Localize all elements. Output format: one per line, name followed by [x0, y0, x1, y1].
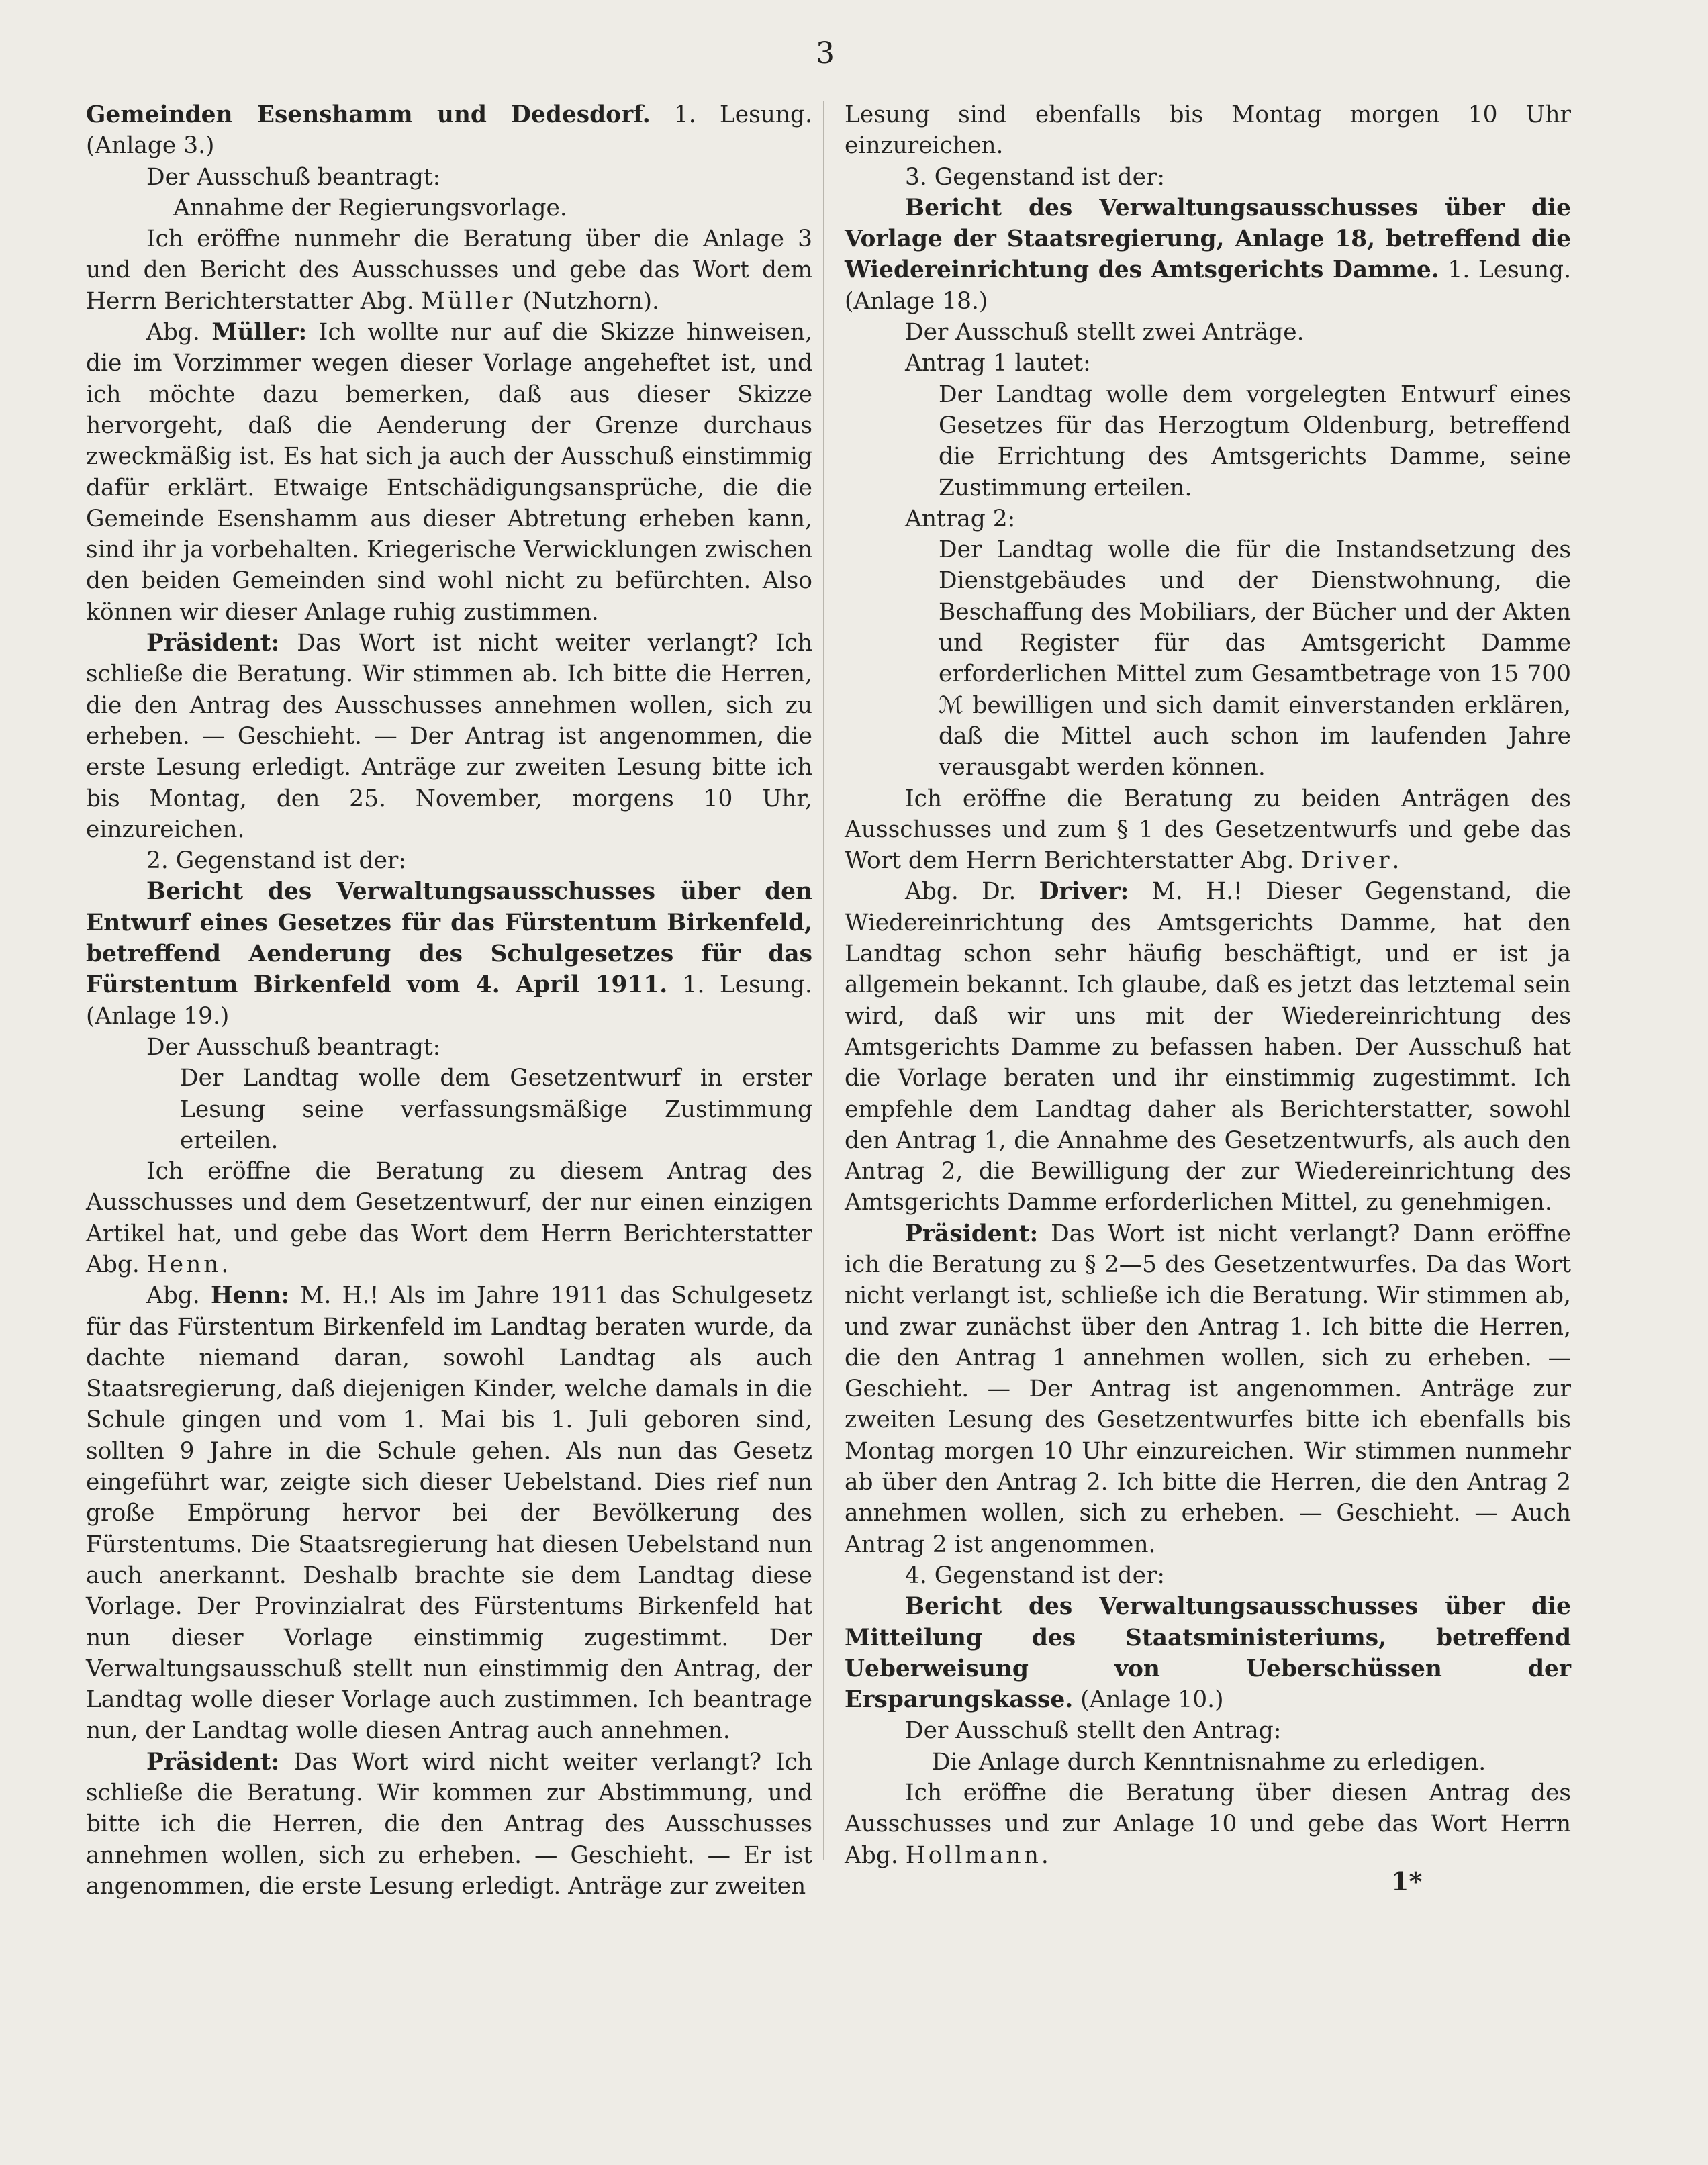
signature-mark: 1*	[1391, 1866, 1423, 1896]
text-run: Abg.	[146, 1282, 211, 1310]
speaker-label: Müller:	[211, 319, 307, 346]
text-run: Ich wollte nur auf die Skizze hinweisen, die im Vorzimmer wegen dieser Vorlage angeheftet ist, und ich möchte dazu bemerken, daß aus dieser Skizze hervorgeht, daß die Aenderung der Grenze durchaus zweckmäßig ist. Es hat sich ja auch der Ausschuß einstimmig dafür erklärt. Etwaige Entschädigungsansprüche, die die Gemeinde Esenshamm aus dieser Abtretung erheben kann, sind ihr ja vorbehalten. Kriegerische Verwicklungen zwischen den beiden Gemeinden sind wohl nicht zu befürchten. Also können wir dieser Anlage ruhig zustimmen.	[86, 319, 812, 626]
text-run: Das Wort wird nicht weiter verlangt? Ich schließe die Beratung. Wir kommen zur Abstimmung, und bitte ich die Herren, die den Antrag des Ausschusses annehmen wollen, sich zu erheben. — Geschieht. — Er ist angenommen, die erste Lesung erledigt. Anträge zur zweiten	[86, 1748, 812, 1900]
right-column	[845, 99, 1571, 1871]
reading-note: (Anlage 10.)	[1073, 1686, 1224, 1714]
reading-note: 1. Lesung. (Anlage 18.)	[845, 256, 1571, 315]
paragraph: Lesung sind ebenfalls bis Montag morgen 10 Uhr einzureichen.	[845, 101, 1571, 160]
speaker-name: Hollmann	[905, 1841, 1041, 1869]
agenda-heading: Gemeinden Esenshamm und Dedesdorf.	[86, 101, 651, 128]
paragraph	[845, 1778, 1571, 1871]
motion-text: Der Landtag wolle die für die Instandsetzung des Dienstgebäudes und der Dienstwohnung, die Beschaffung des Mobiliars, der Bücher und der Akten und Register für das Amtsgericht Damme erforderlichen Mittel zum Gesamtbetrage von 15 700 ℳ bewilligen und sich damit einverstanden erklären, daß die Mittel auch schon im laufenden Jahre verausgabt werden können.	[939, 536, 1571, 781]
speaker-name: Driver	[1301, 847, 1392, 875]
agenda-heading: Bericht des Verwaltungsausschusses über die Mitteilung des Staatsministeriums, betreffend Ueberweisung von Ueberschüssen der Ersparungskasse.	[845, 1593, 1571, 1714]
text-run: M. H.! Als im Jahre 1911 das Schulgesetz für das Fürstentum Birkenfeld im Landtag beraten wurde, da dachte niemand daran, sowohl Landtag als auch Staatsregierung, daß diejenigen Kinder, welche damals in die Schule gingen und vom 1. Mai bis 1. Juli geboren sind, sollten 9 Jahre in die Schule gehen. Als nun das Gesetz eingeführt war, zeigte sich dieser Uebelstand. Dies rief nun große Empörung hervor bei der Bevölkerung des Fürstentums. Die Staatsregierung hat diesen Uebelstand nun auch anerkannt. Deshalb brachte sie dem Landtag diese Vorlage. Der Provinzialrat des Fürstentums Birkenfeld hat nun dieser Vorlage einstimmig zugestimmt. Der Verwaltungsausschuß stellt nun einstimmig den Antrag, der Landtag wolle dieser Vorlage auch zustimmen. Ich beantrage nun, der Landtag wolle diesen Antrag auch annehmen.	[86, 1282, 812, 1745]
speech-paragraph	[86, 1747, 812, 1902]
motion-text: Die Anlage durch Kenntnisnahme zu erledigen.	[932, 1748, 1486, 1776]
paragraph	[845, 193, 1571, 317]
reading-note: 1. Lesung. (Anlage 3.)	[86, 101, 812, 160]
paragraph	[845, 783, 1571, 877]
text-run: Abg. Dr.	[905, 878, 1039, 906]
paragraph: Der Ausschuß stellt den Antrag:	[905, 1717, 1282, 1745]
speaker-label: Präsident:	[905, 1220, 1039, 1247]
text-run: Abg.	[146, 319, 212, 346]
page-number: 3	[816, 36, 835, 70]
text-run: .	[221, 1251, 229, 1278]
paragraph: Der Ausschuß beantragt:	[146, 163, 441, 191]
text-run: M. H.! Dieser Gegenstand, die Wiedereinrichtung des Amtsgerichts Damme, hat den Landtag schon sehr häufig beschäftigt, und er ist ja allgemein bekannt. Ich glaube, daß es jetzt das letztemal sein wird, daß wir uns mit der Wiedereinrichtung des Amtsgerichts Damme zu befassen haben. Der Ausschuß hat die Vorlage beraten und ihr einstimmig zugestimmt. Ich empfehle dem Landtag daher als Berichterstatter, sowohl den Antrag 1, die Annahme des Gesetzentwurfs, als auch den Antrag 2, die Bewilligung der zur Wiedereinrichtung des Amtsgerichts Damme erforderlichen Mittel, zu genehmigen.	[845, 878, 1571, 1216]
reading-note: 1. Lesung. (Anlage 19.)	[86, 971, 812, 1030]
text-run: .	[1041, 1841, 1049, 1869]
paragraph: Der Ausschuß stellt zwei Anträge.	[905, 319, 1304, 346]
speech-paragraph	[845, 1218, 1571, 1560]
motion-text: Der Landtag wolle dem vorgelegten Entwurf eines Gesetzes für das Herzogtum Oldenburg, betreffend die Errichtung des Amtsgerichts Damme, seine Zustimmung erteilen.	[939, 381, 1571, 501]
left-column	[86, 99, 812, 1902]
speaker-name: Müller	[421, 287, 516, 315]
paragraph	[845, 1591, 1571, 1715]
paragraph: 3. Gegenstand ist der:	[905, 163, 1165, 191]
speaker-name: Henn	[146, 1251, 222, 1278]
paragraph	[86, 876, 812, 1031]
paragraph: 4. Gegenstand ist der:	[905, 1561, 1165, 1589]
agenda-heading: Bericht des Verwaltungsausschusses über den Entwurf eines Gesetzes für das Fürstentum Birkenfeld, betreffend Aenderung des Schulgesetzes für das Fürstentum Birkenfeld vom 4. April 1911.	[86, 878, 812, 999]
text-run: .	[1392, 847, 1400, 875]
paragraph	[86, 1156, 812, 1280]
text-run: Ich eröffne nunmehr die Beratung über die Anlage 3 und den Bericht des Ausschusses und gebe das Wort dem Herrn Berichterstatter Abg.	[86, 226, 812, 315]
text-run: Das Wort ist nicht verlangt? Dann eröffne ich die Beratung zu § 2—5 des Gesetzentwurfes. Da das Wort nicht verlangt ist, schließe ich die Beratung. Wir stimmen ab, und zwar zunächst über den Antrag 1. Ich bitte die Herren, die den Antrag 1 annehmen wollen, sich zu erheben. — Geschieht. — Der Antrag ist angenommen. Anträge zur zweiten Lesung des Gesetzentwurfes bitte ich ebenfalls bis Montag morgen 10 Uhr einzureichen. Wir stimmen nunmehr ab über den Antrag 2. Ich bitte die Herren, die den Antrag 2 annehmen wollen, sich zu erheben. — Geschieht. — Auch Antrag 2 ist angenommen.	[845, 1220, 1571, 1558]
speaker-label: Präsident:	[146, 1748, 280, 1776]
agenda-heading: Bericht des Verwaltungsausschusses über die Vorlage der Staatsregierung, Anlage 18, betreffend die Wiedereinrichtung des Amtsgerichts Damme.	[845, 194, 1571, 284]
text-run: Ich eröffne die Beratung über diesen Antrag des Ausschusses und zur Anlage 10 und gebe das Wort Herrn Abg.	[845, 1780, 1571, 1869]
speech-paragraph	[86, 317, 812, 628]
paragraph: Antrag 2:	[905, 505, 1016, 532]
speech-paragraph	[86, 1280, 812, 1746]
motion-text: Der Landtag wolle dem Gesetzentwurf in erster Lesung seine verfassungsmäßige Zustimmung erteilen.	[180, 1065, 812, 1154]
text-run: Ich eröffne die Beratung zu beiden Anträgen des Ausschusses und zum § 1 des Gesetzentwurfs und gebe das Wort dem Herrn Berichterstatter Abg.	[845, 785, 1571, 875]
speaker-label: Henn:	[211, 1282, 290, 1310]
paragraph	[86, 99, 812, 162]
speaker-label: Driver:	[1039, 878, 1129, 906]
text-run: Das Wort ist nicht weiter verlangt? Ich schließe die Beratung. Wir stimmen ab. Ich bitte die Herren, die den Antrag des Ausschusses annehmen wollen, sich zu erheben. — Geschieht. — Der Antrag ist angenommen, die erste Lesung erledigt. Anträge zur zweiten Lesung bitte ich bis Montag, den 25. November, morgens 10 Uhr, einzureichen.	[86, 630, 812, 843]
speech-paragraph	[86, 628, 812, 845]
paragraph: Der Ausschuß beantragt:	[146, 1033, 441, 1061]
speech-paragraph	[845, 876, 1571, 1218]
motion-text: Annahme der Regierungsvorlage.	[173, 194, 567, 222]
text-run: Ich eröffne die Beratung zu diesem Antrag des Ausschusses und dem Gesetzentwurf, der nur einen einzigen Artikel hat, und gebe das Wort dem Herrn Berichterstatter Abg.	[86, 1158, 812, 1278]
column-divider	[823, 101, 824, 1860]
paragraph: Antrag 1 lautet:	[905, 350, 1091, 377]
text-run: (Nutzhorn).	[515, 287, 659, 315]
paragraph	[86, 224, 812, 317]
paragraph: 2. Gegenstand ist der:	[146, 847, 406, 875]
speaker-label: Präsident:	[146, 630, 280, 657]
